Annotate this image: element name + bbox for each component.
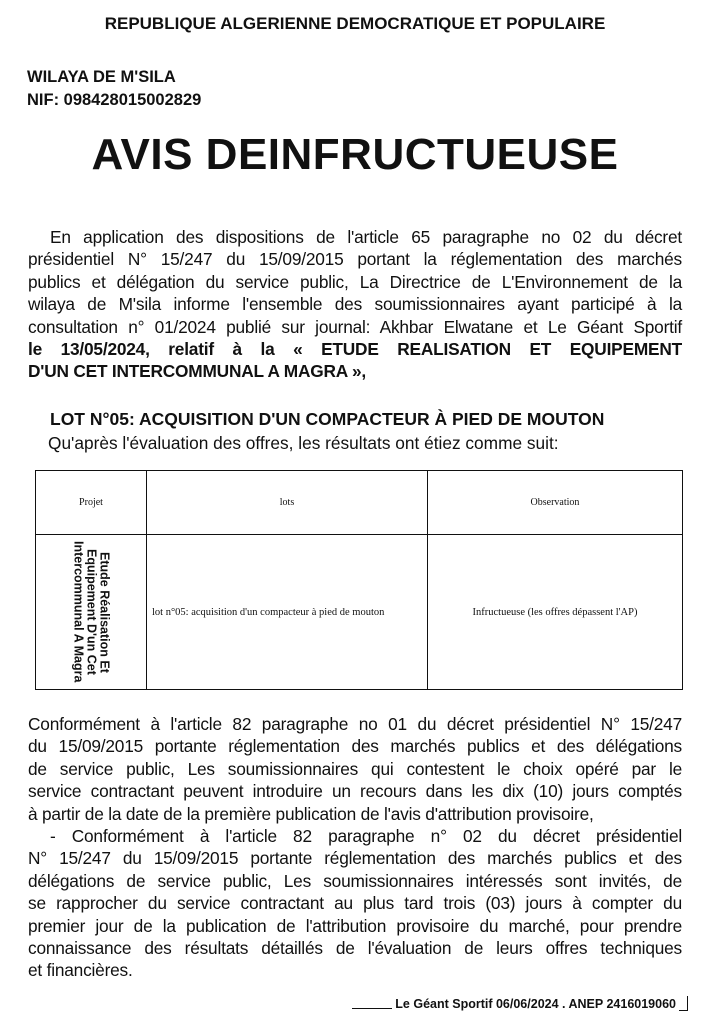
intro-line: wilaya de M'sila informe l'ensemble des soumissionnaires ayant participé à la (28, 294, 682, 315)
closing-line: N° 15/247 du 15/09/2015 portante réglementation des marchés publics et des (28, 848, 682, 869)
header-lots: lots (147, 471, 428, 535)
country-header: REPUBLIQUE ALGERIENNE DEMOCRATIQUE ET POPULAIRE (104, 14, 606, 33)
intro-line: présidentiel N° 15/247 du 15/09/2015 portant la réglementation des marchés (28, 249, 682, 270)
closing-line: Conformément à l'article 82 paragraphe no 01 du décret présidentiel N° 15/247 (28, 714, 682, 734)
closing-line: service contractant peuvent introduire un recours dans les dix (10) jours comptés (28, 781, 682, 802)
intro-line: consultation n° 01/2024 publié sur journal: Akhbar Elwatane et Le Géant Sportif (28, 316, 682, 337)
closing-line: et financières. (28, 960, 133, 981)
closing-line: se rapprocher du service contractant au plus tard trois (03) jours à compter du (28, 893, 682, 914)
intro-line: D'UN CET INTERCOMMUNAL A MAGRA », (28, 361, 367, 382)
footer-rule (352, 1008, 392, 1009)
cell-projet (36, 535, 147, 690)
publication-footer (352, 996, 688, 1011)
intro-line: publics et délégation du service public, La Directrice de L'Environnement de la (28, 271, 682, 292)
table-header-row (36, 471, 683, 535)
notice-title: AVIS DEINFRUCTUEUSE (91, 130, 619, 179)
intro-paragraph (28, 226, 682, 383)
issuer-block (27, 66, 201, 112)
closing-line: - Conformément à l'article 82 paragraphe n° 02 du décret présidentiel (50, 826, 682, 847)
cell-observation: Infructueuse (les offres dépassent l'AP) (428, 535, 683, 690)
closing-paragraphs (28, 713, 682, 982)
closing-line: de service public, Les soumissionnaires qui contestent le choix opéré par le (28, 758, 682, 779)
intro-line: En application des dispositions de l'article 65 paragraphe no 02 du décret (50, 227, 682, 247)
header-observation: Observation (428, 471, 683, 535)
closing-line: délégations de service public, Les soumissionnaires intéressés sont invités, de (28, 870, 682, 891)
closing-line: à partir de la date de la première publication de l'avis d'attribution provisoire, (28, 803, 594, 824)
closing-line: premier jour de la publication de l'attribution provisoire du marché, pour prendre (28, 915, 682, 936)
footer-text: Le Géant Sportif 06/06/2024 . ANEP 2416019060 (395, 997, 676, 1011)
results-table (35, 470, 683, 690)
cell-lot: lot n°05: acquisition d'un compacteur à pied de mouton (147, 535, 428, 690)
header-projet: Projet (36, 471, 147, 535)
closing-line: connaissance des résultats détaillés de l'évaluation de leurs offres techniques (28, 938, 682, 959)
table-row (36, 535, 683, 690)
projet-text: Etude Réalisation Et Equipement D'un Cet Intercommunal A Magra (71, 541, 112, 683)
intro-line: le 13/05/2024, relatif à la « ETUDE REALISATION ET EQUIPEMENT (28, 339, 682, 360)
closing-line: du 15/09/2015 portante réglementation des marchés publics et des délégations (28, 736, 682, 757)
footer-corner (679, 996, 688, 1011)
lot-intro: Qu'après l'évaluation des offres, les résultats ont étiez comme suit: (48, 433, 559, 453)
wilaya-label: WILAYA DE M'SILA (27, 68, 176, 86)
nif-label: NIF: 098428015002829 (27, 91, 202, 109)
lot-heading: LOT N°05: ACQUISITION D'UN COMPACTEUR À PIED DE MOUTON (50, 409, 605, 429)
